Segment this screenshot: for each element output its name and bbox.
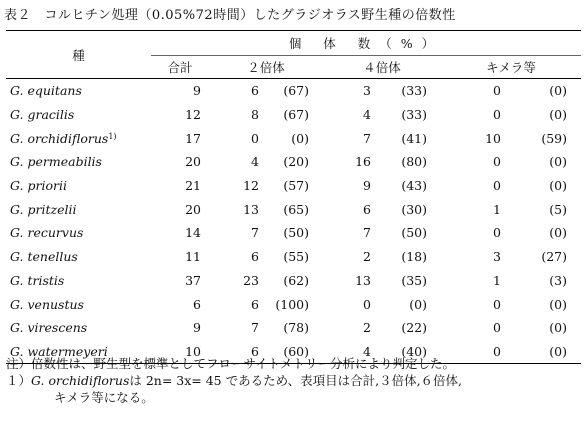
cell-diploid-count: 7 xyxy=(251,225,259,241)
cell-total: 37 xyxy=(185,272,201,288)
species-name: G. gracilis xyxy=(10,107,75,123)
cell-chimera-percent: (0) xyxy=(549,225,567,241)
cell-species xyxy=(6,269,151,293)
col-tetraploid-header: ４倍体 xyxy=(323,56,441,79)
cell-diploid-count: 4 xyxy=(251,154,259,170)
table-body xyxy=(6,79,581,364)
cell-species xyxy=(6,103,151,127)
cell-diploid-count: 8 xyxy=(251,107,259,123)
table-row xyxy=(6,269,581,293)
note-2 xyxy=(6,372,586,389)
count-group-header: 個 体 数（%） xyxy=(151,31,581,56)
cell-diploid-count: 23 xyxy=(243,272,259,288)
cell-total: 21 xyxy=(185,178,201,194)
cell-diploid-percent: (67) xyxy=(283,107,309,123)
species-name: G. pritzelii xyxy=(10,201,77,217)
cell-tetraploid-percent: (33) xyxy=(401,83,427,99)
cell-tetraploid-count: 4 xyxy=(323,340,373,364)
cell-total: 20 xyxy=(185,201,201,217)
species-name: G. virescens xyxy=(10,320,88,336)
cell-diploid-percent: (65) xyxy=(283,201,309,217)
cell-tetraploid-count: 2 xyxy=(363,249,371,265)
table-row xyxy=(6,174,581,198)
cell-chimera-percent: (27) xyxy=(541,249,567,265)
cell-diploid-percent: (78) xyxy=(283,320,309,336)
cell-total: 6 xyxy=(193,296,201,312)
cell-tetraploid-percent: (0) xyxy=(409,296,427,312)
table-notes xyxy=(6,355,586,406)
cell-tetraploid-count: 3 xyxy=(363,83,371,99)
cell-tetraploid-count: 7 xyxy=(363,130,371,146)
note-2-prefix: １） xyxy=(6,373,32,388)
cell-diploid-percent: (20) xyxy=(283,154,309,170)
cell-tetraploid-percent: (41) xyxy=(401,130,427,146)
species-name: G. permeabilis xyxy=(10,154,102,170)
table-row xyxy=(6,103,581,127)
cell-tetraploid-percent: (80) xyxy=(401,154,427,170)
cell-diploid-count: 12 xyxy=(243,178,259,194)
cell-chimera-percent: (0) xyxy=(549,296,567,312)
col-diploid-header: ２倍体 xyxy=(209,56,323,79)
cell-diploid-percent: (57) xyxy=(283,178,309,194)
cell-diploid-count: 6 xyxy=(251,296,259,312)
cell-chimera-percent: (0) xyxy=(549,178,567,194)
table-row xyxy=(6,221,581,245)
cell-diploid-percent: (50) xyxy=(283,225,309,241)
cell-tetraploid-percent: (22) xyxy=(401,320,427,336)
cell-tetraploid-percent: (50) xyxy=(401,225,427,241)
col-total-header: 合計 xyxy=(151,56,209,79)
cell-chimera-percent: (5) xyxy=(549,201,567,217)
cell-total: 9 xyxy=(193,83,201,99)
cell-tetraploid-count: 2 xyxy=(363,320,371,336)
cell-diploid-percent: (100) xyxy=(275,296,309,312)
note-2-continuation: キメラ等になる。 xyxy=(54,390,154,405)
ploidy-table xyxy=(6,30,581,364)
cell-diploid-percent: (0) xyxy=(291,130,309,146)
footnote-marker: 1) xyxy=(108,131,117,141)
cell-tetraploid-percent: (43) xyxy=(401,178,427,194)
cell-diploid-percent: (55) xyxy=(283,249,309,265)
cell-diploid-count: 6 xyxy=(251,83,259,99)
cell-chimera-percent: (0) xyxy=(549,107,567,123)
cell-tetraploid-percent: (18) xyxy=(401,249,427,265)
table-row xyxy=(6,126,581,150)
cell-species xyxy=(6,292,151,316)
cell-species xyxy=(6,150,151,174)
table-row xyxy=(6,79,581,103)
cell-chimera-count: 1 xyxy=(493,201,501,217)
cell-species xyxy=(6,245,151,269)
cell-chimera-count: 0 xyxy=(493,296,501,312)
cell-chimera-count: 1 xyxy=(493,272,501,288)
cell-total: 9 xyxy=(193,320,201,336)
cell-diploid-count: 13 xyxy=(243,201,259,217)
species-name: G. orchidiflorus xyxy=(10,130,109,146)
table-row xyxy=(6,316,581,340)
cell-tetraploid-percent: (40) xyxy=(373,340,441,364)
cell-tetraploid-percent: (35) xyxy=(401,272,427,288)
cell-chimera-count: 0 xyxy=(493,320,501,336)
note-1: 注）倍数性は、野生型を標準としてフローサイトメトリー分析により判定した。 xyxy=(6,356,456,371)
cell-species xyxy=(6,316,151,340)
cell-species xyxy=(6,79,151,103)
cell-total: 11 xyxy=(185,249,201,265)
cell-species xyxy=(6,197,151,221)
cell-chimera-percent: (3) xyxy=(549,272,567,288)
species-name: G. priorii xyxy=(10,178,67,194)
species-name: G. tenellus xyxy=(10,249,78,265)
table-row xyxy=(6,197,581,221)
cell-chimera-count: 0 xyxy=(493,154,501,170)
cell-tetraploid-count: 0 xyxy=(363,296,371,312)
cell-tetraploid-percent: (30) xyxy=(401,201,427,217)
table-row xyxy=(6,245,581,269)
cell-tetraploid-count: 4 xyxy=(363,107,371,123)
cell-chimera-count: 0 xyxy=(493,225,501,241)
cell-total: 17 xyxy=(185,130,201,146)
cell-total: 14 xyxy=(185,225,201,241)
table-row xyxy=(6,292,581,316)
cell-species xyxy=(6,174,151,198)
col-chimera-header: キメラ等 xyxy=(441,56,581,79)
species-name: G. recurvus xyxy=(10,225,84,241)
cell-species xyxy=(6,221,151,245)
cell-diploid-count: 0 xyxy=(251,130,259,146)
cell-tetraploid-count: 9 xyxy=(363,178,371,194)
table-row xyxy=(6,150,581,174)
cell-diploid-percent: (67) xyxy=(283,83,309,99)
cell-chimera-percent: (0) xyxy=(549,83,567,99)
cell-tetraploid-count: 7 xyxy=(363,225,371,241)
cell-chimera-count: 3 xyxy=(493,249,501,265)
note-2-text: は 2n= 3x= 45 であるため、表項目は合計,３倍体,６倍体, xyxy=(129,373,463,388)
cell-diploid-count: 6 xyxy=(209,340,261,364)
cell-diploid-count: 7 xyxy=(251,320,259,336)
cell-total: 20 xyxy=(185,154,201,170)
species-name: G. equitans xyxy=(10,83,82,99)
cell-chimera-percent: (0) xyxy=(503,340,581,364)
species-column-header: 種 xyxy=(6,31,151,79)
cell-chimera-percent: (0) xyxy=(549,320,567,336)
cell-diploid-count: 6 xyxy=(251,249,259,265)
cell-diploid-percent: (60) xyxy=(261,340,323,364)
table-title: 表２ コルヒチン処理（0.05%72時間）したグラジオラス野生種の倍数性 xyxy=(4,8,456,23)
cell-chimera-count: 0 xyxy=(493,83,501,99)
note-2-species: G. orchidiflorus xyxy=(31,373,130,388)
cell-total: 10 xyxy=(151,340,209,364)
species-name: G. watermeyeri xyxy=(10,343,108,359)
cell-chimera-percent: (59) xyxy=(541,130,567,146)
cell-chimera-count: 10 xyxy=(485,130,501,146)
cell-chimera-percent: (0) xyxy=(549,154,567,170)
cell-chimera-count: 0 xyxy=(441,340,503,364)
species-name: G. tristis xyxy=(10,272,65,288)
cell-diploid-percent: (62) xyxy=(283,272,309,288)
cell-chimera-count: 0 xyxy=(493,178,501,194)
cell-tetraploid-count: 16 xyxy=(355,154,371,170)
cell-total: 12 xyxy=(185,107,201,123)
cell-tetraploid-count: 6 xyxy=(363,201,371,217)
cell-tetraploid-percent: (33) xyxy=(401,107,427,123)
cell-species xyxy=(6,126,151,150)
cell-chimera-count: 0 xyxy=(493,107,501,123)
species-name: G. venustus xyxy=(10,296,84,312)
cell-tetraploid-count: 13 xyxy=(355,272,371,288)
